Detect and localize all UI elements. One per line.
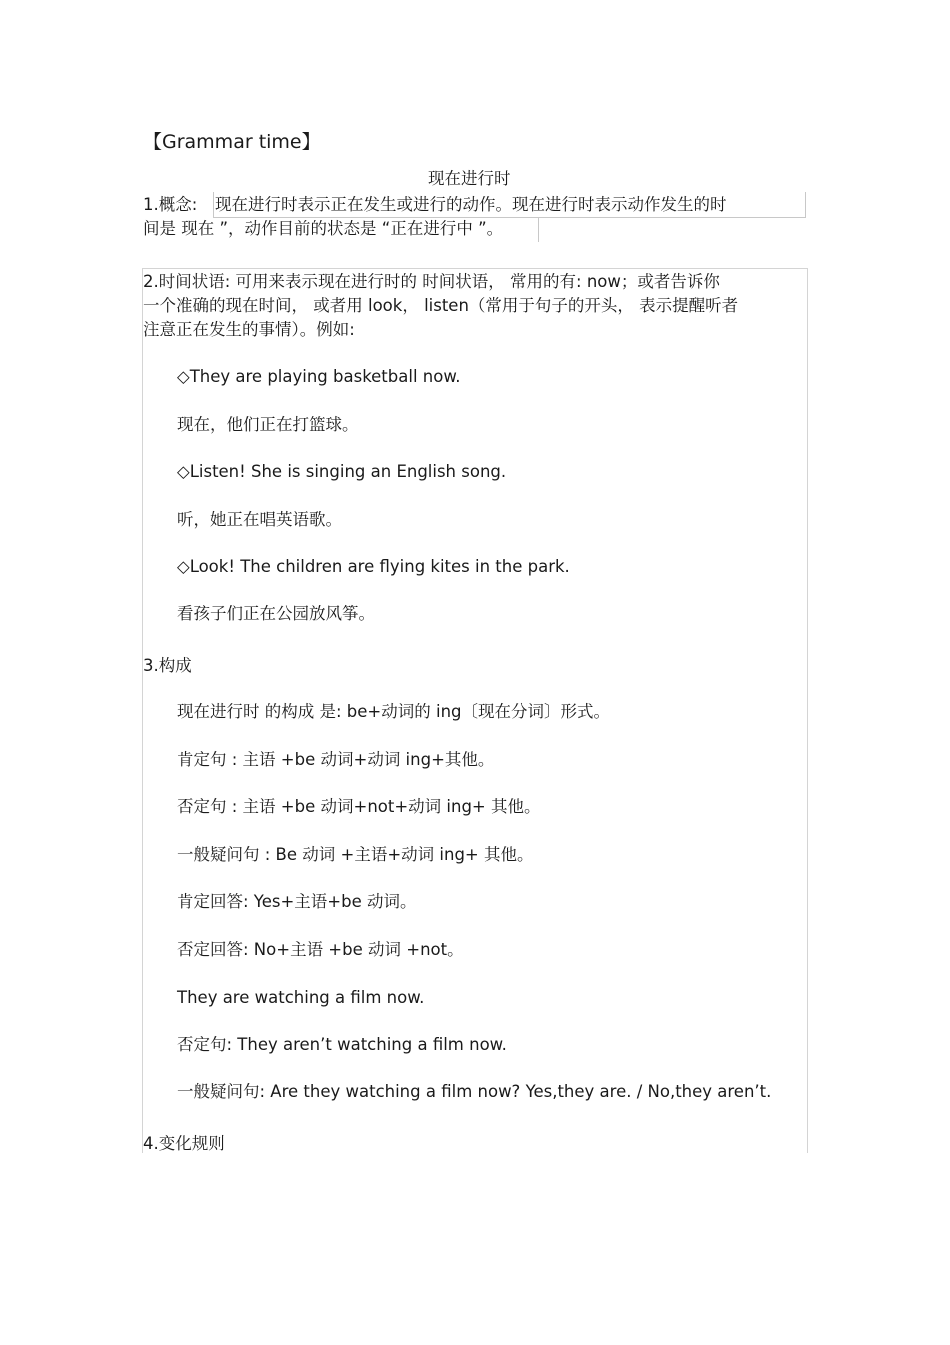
table-border (538, 218, 539, 242)
time-adverbial-text-3: 注意正在发生的事情）。例如: (143, 320, 355, 339)
structure-line: 现在进行时 的构成 是: be+动词的 ing〔现在分词〕形式。 (177, 702, 611, 721)
structure-line: 肯定句 : 主语 +be 动词+动词 ing+其他。 (177, 750, 495, 769)
concept-text: 现在进行时表示正在发生或进行的动作。现在进行时表示动作发生的时 (215, 195, 727, 214)
section-title: 【Grammar time】 (143, 131, 321, 153)
structure-line: 肯定回答: Yes+主语+be 动词。 (177, 892, 417, 911)
topic-title: 现在进行时 (428, 169, 511, 188)
example-chinese: 听，她正在唱英语歌。 (177, 510, 342, 529)
structure-line: 一般疑问句 : Be 动词 +主语+动词 ing+ 其他。 (177, 845, 534, 864)
example-chinese: 现在，他们正在打篮球。 (177, 415, 359, 434)
rules-heading: 4.变化规则 (143, 1134, 225, 1153)
structure-line: 否定回答: No+主语 +be 动词 +not。 (177, 940, 464, 959)
time-adverbial-text-2: 一个准确的现在时间， 或者用 look， listen（常用于句子的开头， 表示提醒听者 (143, 296, 739, 315)
structure-line: They are watching a film now. (177, 988, 425, 1007)
concept-label: 1.概念: (143, 195, 198, 214)
example-chinese: 看孩子们正在公园放风筝。 (177, 604, 375, 623)
structure-line: 一般疑问句: Are they watching a film now? Yes,they are. / No,they aren’t. (177, 1082, 772, 1101)
example-english: ◇Listen! She is singing an English song. (177, 462, 507, 481)
time-adverbial-text: 2.时间状语: 可用来表示现在进行时的 时间状语， 常用的有: now；或者告诉你 (143, 272, 720, 291)
structure-line: 否定句 : 主语 +be 动词+not+动词 ing+ 其他。 (177, 797, 541, 816)
concept-text-2: 间是 现在 ”，动作目前的状态是 “正在进行中 ”。 (143, 219, 504, 238)
structure-line: 否定句: They aren’t watching a film now. (177, 1035, 507, 1054)
example-english: ◇They are playing basketball now. (177, 367, 461, 386)
example-english: ◇Look! The children are flying kites in the park. (177, 557, 570, 576)
structure-heading: 3.构成 (143, 656, 192, 675)
